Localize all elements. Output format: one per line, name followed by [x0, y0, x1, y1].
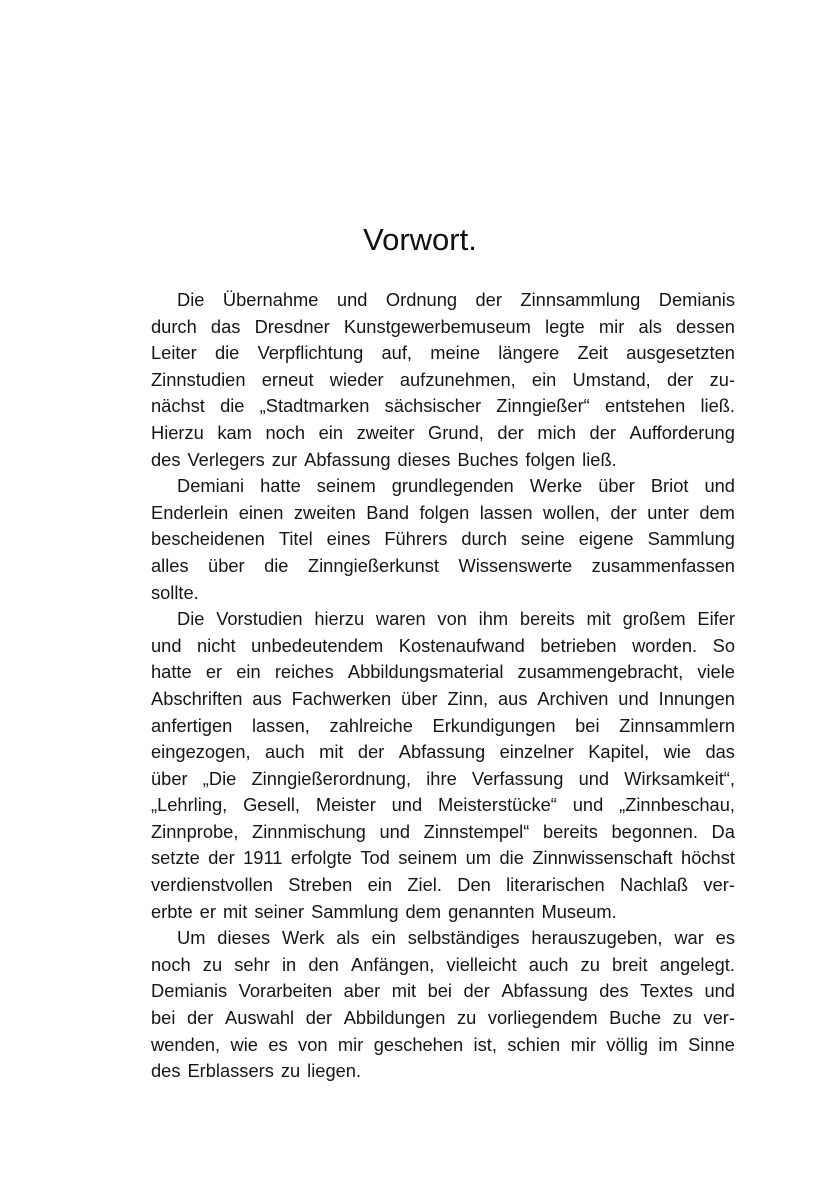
paragraph [151, 287, 735, 473]
text-line: Um dieses Werk als ein selbständiges herauszugeben, war es [177, 927, 735, 949]
text-line: alles über die Zinngießerkunst Wissenswerte zusammenfassen [151, 554, 735, 576]
text-line: Die Vorstudien hierzu waren von ihm bereits mit großem Eifer [177, 608, 735, 630]
text-line: eingezogen, auch mit der Abfassung einzelner Kapitel, wie das [151, 741, 735, 763]
paragraph [151, 925, 735, 1085]
text-line: wenden, wie es von mir geschehen ist, schien mir völlig im Sinne [151, 1033, 735, 1055]
text-line: sollte. [151, 581, 199, 603]
text-line: Demianis Vorarbeiten aber mit bei der Abfassung des Textes und [151, 980, 735, 1002]
text-line: hatte er ein reiches Abbildungsmaterial zusammengebracht, viele [151, 661, 735, 683]
page-title: Vorwort. [363, 222, 477, 257]
text-line: anfertigen lassen, zahlreiche Erkundigungen bei Zinnsammlern [151, 714, 735, 736]
text-line: Zinnprobe, Zinnmischung und Zinnstempel“ bereits begonnen. Da [151, 820, 735, 842]
text-line: des Erblassers zu liegen. [151, 1060, 362, 1082]
text-line: bei der Auswahl der Abbildungen zu vorliegendem Buche zu ver- [151, 1007, 735, 1029]
text-line: Enderlein einen zweiten Band folgen lassen wollen, der unter dem [151, 501, 735, 523]
text-line: durch das Dresdner Kunstgewerbemuseum legte mir als dessen [151, 315, 735, 337]
text-line: Hierzu kam noch ein zweiter Grund, der mich der Aufforderung [151, 421, 735, 443]
text-line: Zinnstudien erneut wieder aufzunehmen, ein Umstand, der zu- [151, 368, 735, 390]
text-line: des Verlegers zur Abfassung dieses Buches folgen ließ. [151, 448, 617, 470]
text-line: noch zu sehr in den Anfängen, vielleicht auch zu breit angelegt. [151, 953, 735, 975]
text-line: setzte der 1911 erfolgte Tod seinem um die Zinnwissenschaft höchst [151, 847, 735, 869]
text-line: Abschriften aus Fachwerken über Zinn, aus Archiven und Innungen [151, 687, 735, 709]
text-line: verdienstvollen Streben ein Ziel. Den literarischen Nachlaß ver- [151, 874, 735, 896]
text-line: „Lehrling, Gesell, Meister und Meisterstücke“ und „Zinnbeschau, [151, 794, 735, 816]
body-text [151, 287, 735, 1085]
paragraph [151, 606, 735, 925]
text-line: erbte er mit seiner Sammlung dem genannten Museum. [151, 900, 617, 922]
paragraph [151, 473, 735, 606]
text-line: über „Die Zinngießerordnung, ihre Verfassung und Wirksamkeit“, [151, 767, 735, 789]
text-line: nächst die „Stadtmarken sächsischer Zinngießer“ entstehen ließ. [151, 395, 735, 417]
text-line: und nicht unbedeutendem Kostenaufwand betrieben worden. So [151, 634, 735, 656]
text-line: Demiani hatte seinem grundlegenden Werke über Briot und [177, 475, 735, 497]
text-line: bescheidenen Titel eines Führers durch seine eigene Sammlung [151, 528, 735, 550]
text-line: Die Übernahme und Ordnung der Zinnsammlung Demianis [177, 289, 735, 310]
text-line: Leiter die Verpflichtung auf, meine längere Zeit ausgesetzten [151, 342, 735, 364]
